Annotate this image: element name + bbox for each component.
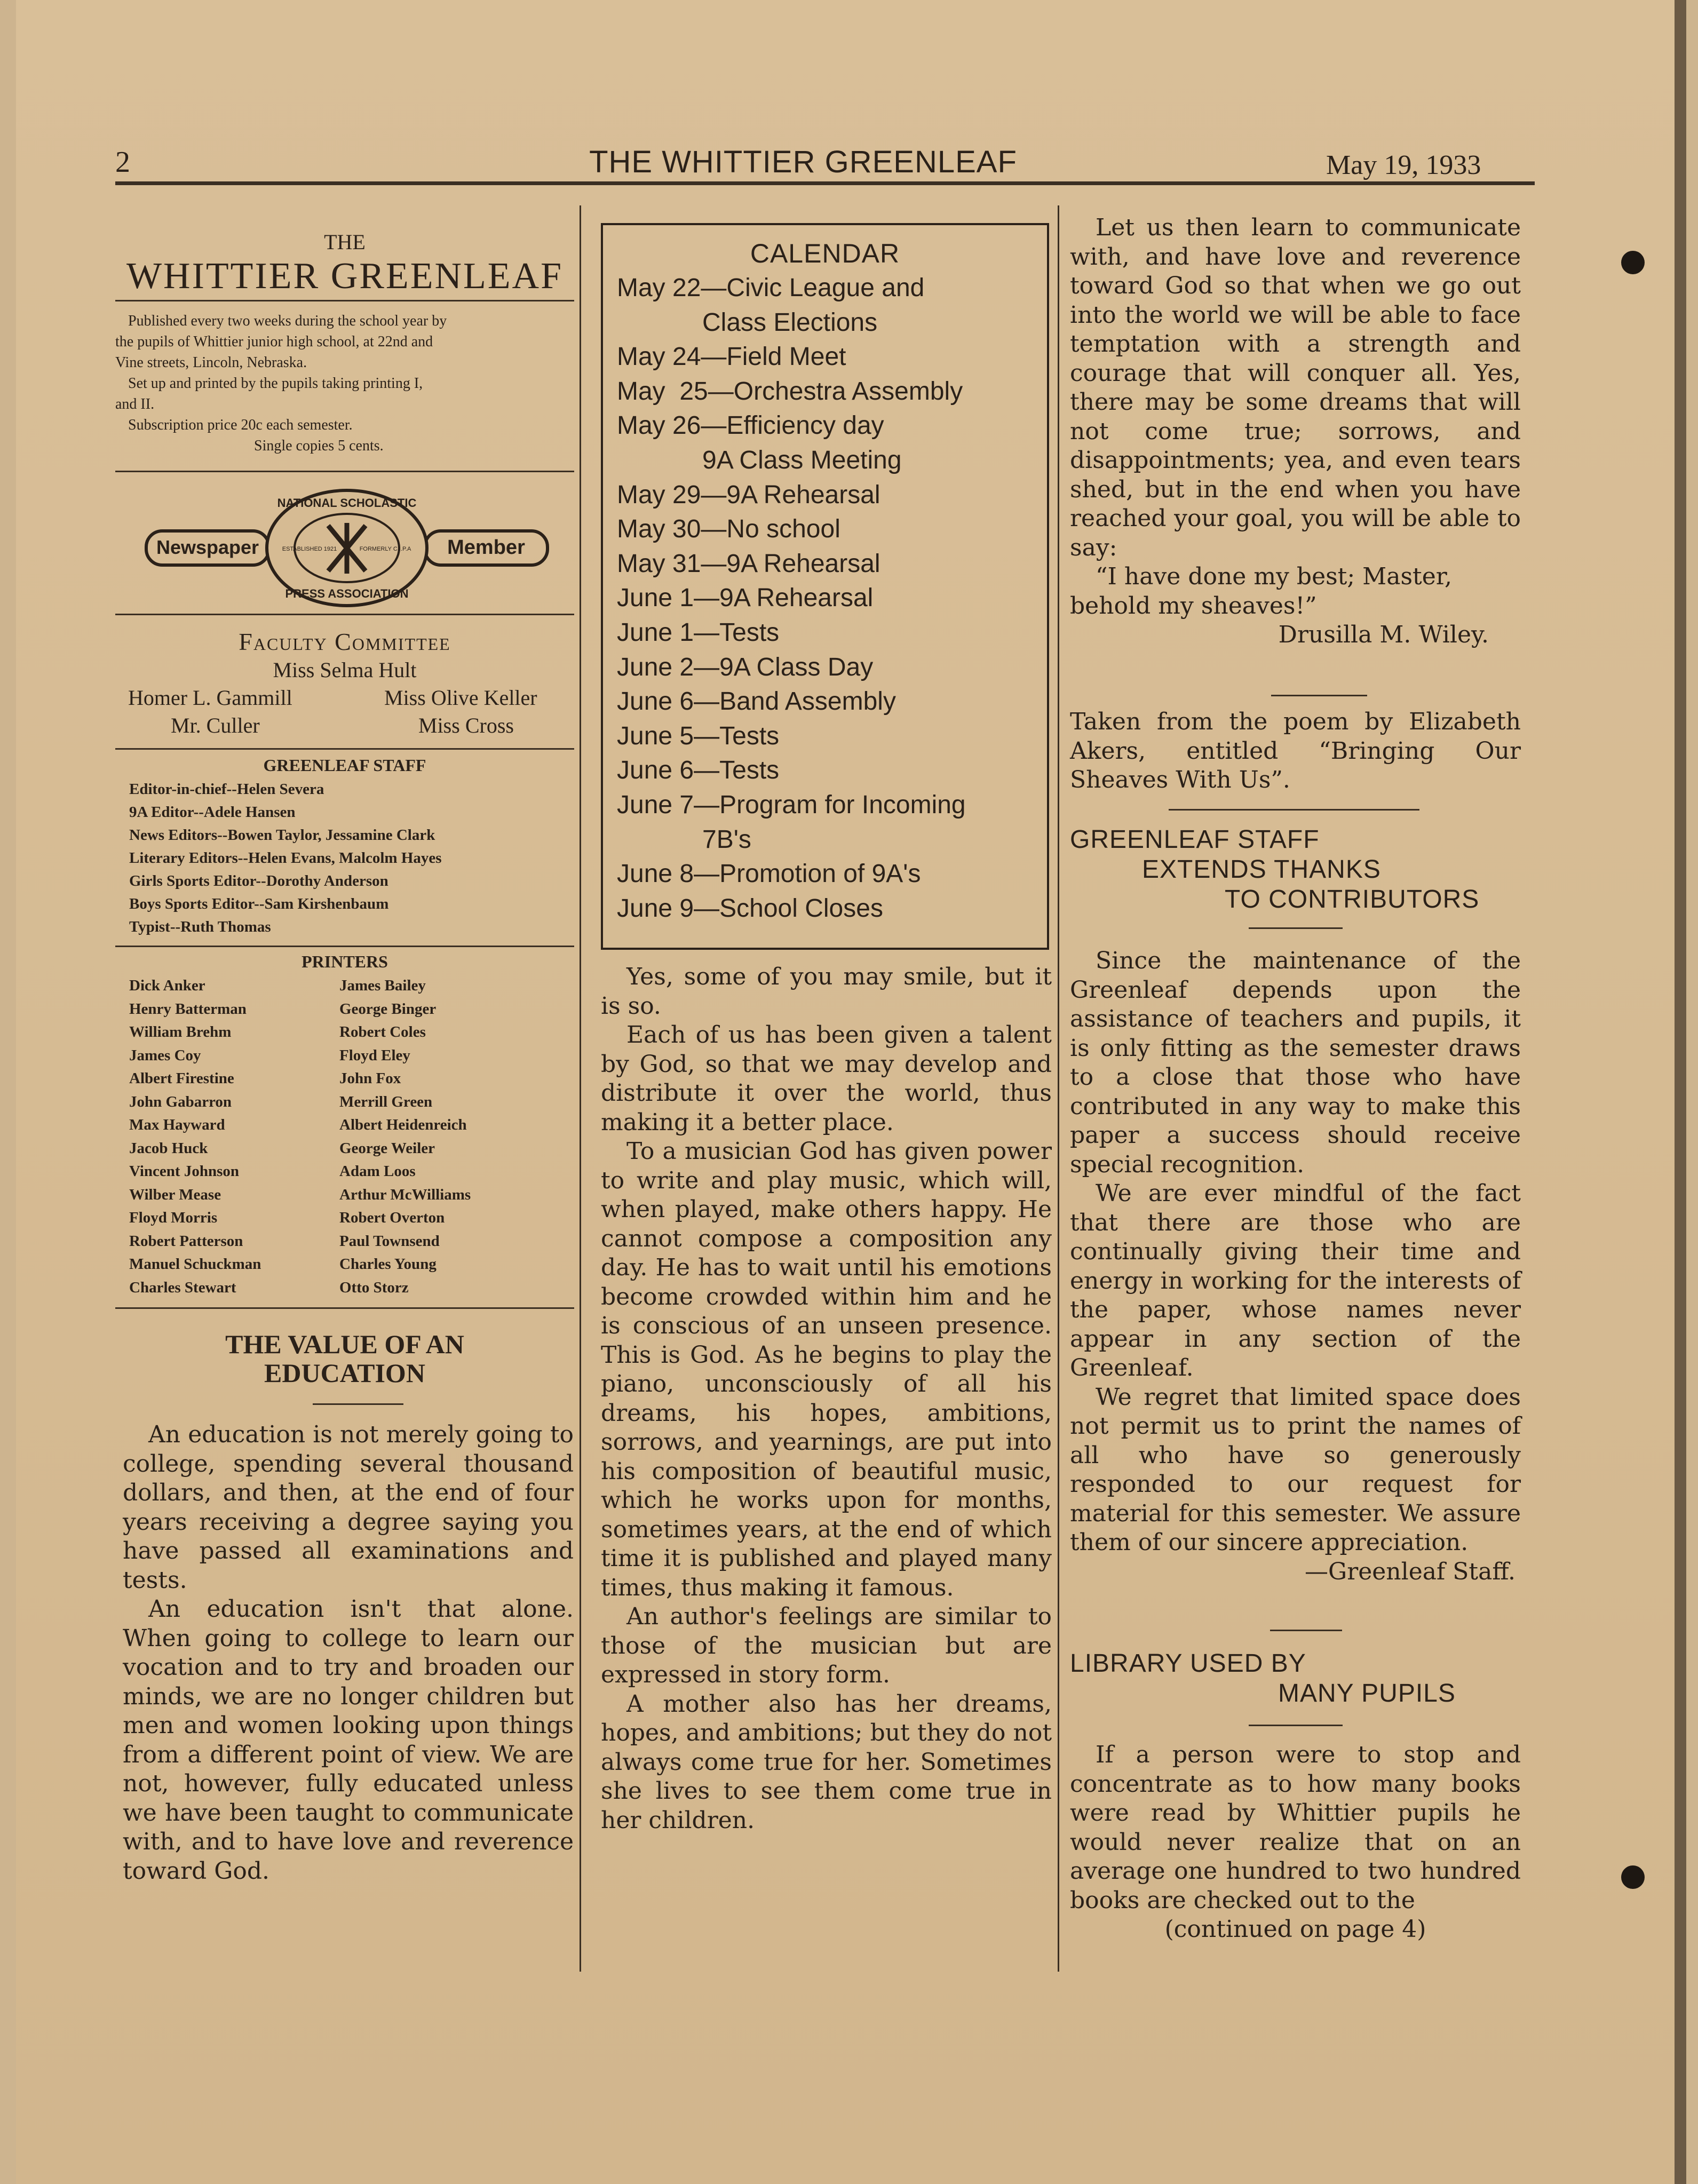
thanks-body xyxy=(1070,947,1521,1586)
library-headline xyxy=(1070,1649,1521,1709)
calendar-entry: May 25—Orchestra Assembly xyxy=(617,377,963,406)
printer-name: Albert Heidenreich xyxy=(339,1116,467,1133)
printer-name: Arthur McWilliams xyxy=(339,1186,471,1203)
seal-bottom-text: PRESS ASSOCIATION xyxy=(285,587,409,600)
faculty-rule xyxy=(115,748,574,750)
paragraph: If a person were to stop and concentrate as to how many books were read by Whittier pupils he would never realize that on an average one hundred to two hundred books are checked out to the xyxy=(1070,1741,1521,1914)
nameplate-the: THE xyxy=(324,230,366,254)
calendar-entry: May 29—9A Rehearsal xyxy=(617,480,880,509)
section-divider xyxy=(1169,809,1419,811)
faculty-chair: Miss Selma Hult xyxy=(273,658,417,682)
printer-name: Paul Townsend xyxy=(339,1232,440,1250)
printer-name: William Brehm xyxy=(129,1023,232,1041)
calendar-entry: May 31—9A Rehearsal xyxy=(617,549,880,578)
printers-col-1 xyxy=(129,974,343,1299)
library-top-divider xyxy=(1270,1630,1342,1631)
calendar-entry: June 5—Tests xyxy=(617,721,780,750)
printer-name: Charles Stewart xyxy=(129,1278,236,1296)
continued-note: (continued on page 4) xyxy=(1164,1916,1426,1943)
library-body xyxy=(1070,1741,1521,1944)
printer-name: Otto Storz xyxy=(339,1278,409,1296)
printer-name: Jacob Huck xyxy=(129,1139,208,1157)
library-headline-2: MANY PUPILS xyxy=(1278,1679,1456,1708)
info-rule xyxy=(115,471,574,472)
calendar-entry: May 24—Field Meet xyxy=(617,343,846,371)
talent-body xyxy=(601,963,1052,1835)
thanks-headline xyxy=(1070,825,1521,915)
calendar-entry: May 22—Civic League and xyxy=(617,274,925,302)
printer-name: Henry Batterman xyxy=(129,1000,247,1018)
calendar-entry: May 26—Efficiency day xyxy=(617,411,884,440)
printer-name: Robert Coles xyxy=(339,1023,426,1041)
printer-name: Charles Young xyxy=(339,1256,437,1273)
education-headline-1: THE VALUE OF AN xyxy=(225,1329,464,1359)
faculty-row-2: Mr. Culler Miss Cross xyxy=(171,713,514,737)
calendar-entry: 9A Class Meeting xyxy=(702,446,902,474)
thanks-headline-3: TO CONTRIBUTORS xyxy=(1225,885,1480,914)
faculty-row-1: Homer L. Gammill Miss Olive Keller xyxy=(128,686,537,710)
page-edge xyxy=(1675,0,1686,2184)
nameplate-title: WHITTIER GREENLEAF xyxy=(126,256,564,297)
printer-name: George Binger xyxy=(339,1000,437,1018)
badge-left-label: Newspaper xyxy=(156,536,259,558)
binder-hole xyxy=(1621,251,1645,274)
badge-right-label: Member xyxy=(447,536,525,559)
calendar-entry: June 7—Program for Incoming xyxy=(617,790,966,819)
paragraph: Each of us has been given a talent by God, so that we may develop and distribute it over the world, thus making it a better place. xyxy=(601,1021,1052,1136)
calendar-entry: June 2—9A Class Day xyxy=(617,653,874,681)
calendar-entry: June 1—9A Rehearsal xyxy=(617,584,874,613)
calendar-entry: May 30—No school xyxy=(617,515,840,544)
article-author: Drusilla M. Wiley. xyxy=(1278,621,1489,648)
printers-col-2 xyxy=(339,974,574,1299)
staff-line: Typist--Ruth Thomas xyxy=(129,918,271,935)
staff-heading: GREENLEAF STAFF xyxy=(263,756,426,775)
staff-rule xyxy=(115,946,574,947)
staff-line: Girls Sports Editor--Dorothy Anderson xyxy=(129,872,388,890)
column-rule-1 xyxy=(580,205,581,1972)
printer-name: Merrill Green xyxy=(339,1093,433,1110)
printer-name: Vincent Johnson xyxy=(129,1163,240,1180)
printer-name: Floyd Eley xyxy=(339,1046,410,1064)
library-divider xyxy=(1249,1725,1343,1726)
calendar-box xyxy=(601,223,1049,950)
staff-line: Literary Editors--Helen Evans, Malcolm Hayes xyxy=(129,849,442,867)
issue-date: May 19, 1933 xyxy=(1326,150,1481,180)
masthead-rule xyxy=(115,181,1535,185)
paragraph: We are ever mindful of the fact that there are those who are continually giving their time and energy in working for the interests of the paper, whose names never appear in any section of the Greenleaf. xyxy=(1070,1180,1521,1381)
seal-right-text: FORMERLY C.I.P.A xyxy=(359,546,411,552)
thanks-signature: —Greenleaf Staff. xyxy=(1305,1558,1515,1585)
calendar-entry: Class Elections xyxy=(702,308,878,337)
library-headline-1: LIBRARY USED BY xyxy=(1070,1649,1306,1678)
paragraph: A mother also has her dreams, hopes, and ambitions; but they do not always come true for her. Sometimes she lives to see them come true in her children. xyxy=(601,1690,1052,1834)
printer-name: John Gabarron xyxy=(129,1093,232,1110)
quote-line-2: behold my sheaves!” xyxy=(1070,592,1317,620)
badge-rule xyxy=(115,614,574,615)
newspaper-page xyxy=(16,0,1686,2184)
education-headline-2: EDUCATION xyxy=(264,1358,425,1388)
paragraph: Let us then learn to communicate with, and have love and reverence toward God so that when we go out into the world we will be able to face temptation with a strength and courage that will conquer all. Yes, there may be some dreams that will not come true; sorrows, and disappointments; yea, and even tears shed, but in the end when you have reached your goal, you will be able to say: xyxy=(1070,214,1521,561)
calendar-heading: CALENDAR xyxy=(750,239,900,268)
education-divider xyxy=(313,1403,403,1405)
calendar-entry: June 8—Promotion of 9A's xyxy=(617,860,921,888)
paragraph: An author's feelings are similar to those of the musician but are expressed in story form. xyxy=(601,1603,1052,1688)
staff-line: News Editors--Bowen Taylor, Jessamine Clark xyxy=(129,827,435,844)
printer-name: Floyd Morris xyxy=(129,1209,218,1226)
thanks-headline-2: EXTENDS THANKS xyxy=(1142,855,1381,884)
printer-name: Robert Patterson xyxy=(129,1232,243,1250)
author-divider xyxy=(1271,695,1367,696)
staff-line: Boys Sports Editor--Sam Kirshenbaum xyxy=(129,895,389,912)
printer-name: John Fox xyxy=(339,1070,401,1087)
page-number: 2 xyxy=(115,146,130,179)
nspa-member-badge xyxy=(144,486,550,608)
printer-name: Wilber Mease xyxy=(129,1186,221,1203)
paragraph: Yes, some of you may smile, but it is so. xyxy=(601,963,1052,1020)
continuation-body xyxy=(1070,213,1521,650)
printer-name: Robert Overton xyxy=(339,1209,445,1226)
publication-info: Published every two weeks during the school year by the pupils of Whittier junior high school, at 22nd and Vine streets, Lincoln, Nebraska. Set up and printed by the pupils taking printing I, and II. Subscription price 20c each semester. Single copies 5 cents. xyxy=(115,313,447,454)
calendar-list xyxy=(603,271,1047,926)
printer-name: Adam Loos xyxy=(339,1163,416,1180)
printers-heading: PRINTERS xyxy=(301,952,388,971)
paragraph: We regret that limited space does not permit us to print the names of all who have so generously responded to our request for material for this semester. We assure them of our sincere appreciation. xyxy=(1070,1383,1521,1556)
source-note: Taken from the poem by Elizabeth Akers, entitled “Bringing Our Sheaves With Us”. xyxy=(1070,708,1521,793)
paragraph: An education isn't that alone. When going to college to learn our vocation and to try and broaden our minds, we are no longer children but men and women looking upon things from a different point of view. We are not, however, fully educated unless we have been taught to communicate with, and to have love and reverence toward God. xyxy=(123,1595,574,1885)
printer-name: Max Hayward xyxy=(129,1116,225,1133)
binder-hole xyxy=(1621,1865,1645,1889)
printers-rule xyxy=(115,1307,574,1309)
quote-line-1: “I have done my best; Master, xyxy=(1096,563,1452,590)
paper-title: THE WHITTIER GREENLEAF xyxy=(589,145,1017,179)
calendar-entry: June 9—School Closes xyxy=(617,894,883,923)
paragraph: To a musician God has given power to write and play music, which will, when played, make others happy. He cannot compose a composition any day. He has to wait until his emotions become crowded within him and he is conscious of an unseen presence. This is God. As he begins to play the piano, unconsciously of all his dreams, his hopes, ambitions, sorrows, and yearnings, are put into his composition of beautiful music, which he works upon for months, sometimes years, at the end of which time it is published and played many times, thus making it famous. xyxy=(601,1138,1052,1601)
seal-left-text: ESTABLISHED 1921 xyxy=(282,546,337,552)
paragraph: An education is not merely going to college, spending several thousand dollars, and then, at the end of four years receiving a degree saying you have passed all examinations and tests. xyxy=(123,1421,574,1594)
staff-line: 9A Editor--Adele Hansen xyxy=(129,804,296,821)
printer-name: Manuel Schuckman xyxy=(129,1256,261,1273)
printer-name: Albert Firestine xyxy=(129,1070,234,1087)
printer-name: James Bailey xyxy=(339,977,426,994)
nameplate-rule xyxy=(115,300,574,301)
column-rule-2 xyxy=(1058,205,1059,1972)
calendar-entry: June 6—Band Assembly xyxy=(617,687,896,716)
staff-line: Editor-in-chief--Helen Severa xyxy=(129,781,324,798)
staff-list xyxy=(129,778,577,939)
printer-name: Dick Anker xyxy=(129,977,205,994)
printer-name: James Coy xyxy=(129,1046,201,1064)
education-body xyxy=(123,1420,574,1886)
thanks-headline-1: GREENLEAF STAFF xyxy=(1070,825,1320,854)
paragraph: Since the maintenance of the Greenleaf depends upon the assistance of teachers and pupils, it is only fitting as the semester draws to a close that those who have contributed in any way to make this paper a success should receive special recognition. xyxy=(1070,947,1521,1178)
thanks-divider xyxy=(1249,927,1343,929)
faculty-heading: Faculty Committee xyxy=(239,628,451,655)
printer-name: George Weiler xyxy=(339,1139,435,1157)
seal-top-text: NATIONAL SCHOLASTIC xyxy=(277,496,417,510)
calendar-entry: June 1—Tests xyxy=(617,618,780,647)
calendar-entry: 7B's xyxy=(702,825,751,854)
calendar-entry: June 6—Tests xyxy=(617,756,780,785)
